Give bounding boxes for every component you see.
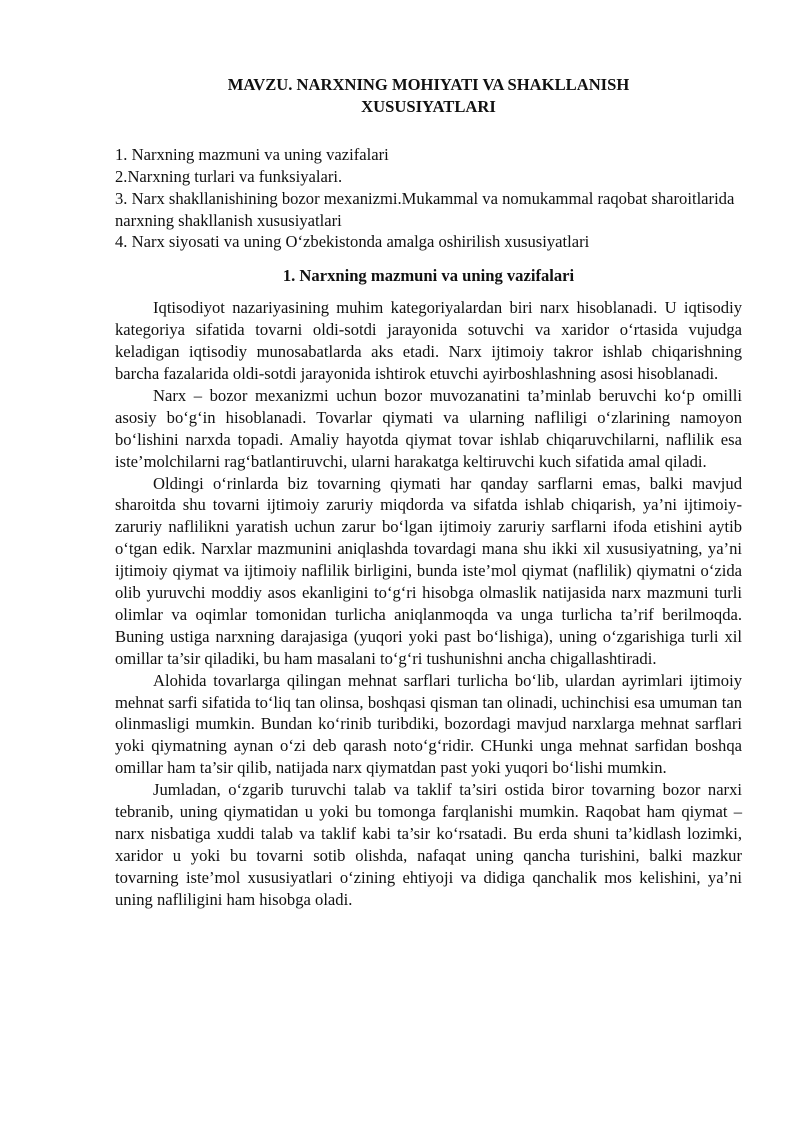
document-title-line-1: MAVZU. NARXNING MOHIYATI VA SHAKLLANISH bbox=[227, 75, 630, 94]
document-title bbox=[115, 74, 742, 118]
table-of-contents bbox=[115, 144, 742, 254]
section-heading: 1. Narxning mazmuni va uning vazifalari bbox=[282, 266, 575, 286]
toc-item-2: 2.Narxning turlari va funksiyalari. bbox=[115, 166, 343, 186]
toc-item-1: 1. Narxning mazmuni va uning vazifalari bbox=[115, 144, 389, 164]
body-paragraph-3: Oldingi o‘rinlarda biz tovarning qiymati har qanday sarflarni emas, balki mavjud sharoitda shu tovarni ijtimoiy zaruriy miqdorda va sifatda ishlab chiqarish, ya’ni ijtimoiy-zaruriy naflilikni yaratish uchun zarur bo‘lgan ijtimoiy zaruriy sarflarni ifoda etishini aytib o‘tgan edik. Narxlar mazmunini aniqlashda tovardagi mana shu ikki xil xususiyatning, ya’ni ijtimoiy qiymat va ijtimoiy naflilik birligini, bunda iste’mol qiymat (naflilik) qiymatni o‘zida olib yuruvchi moddiy asos ekanligini to‘g‘ri hisobga olmaslik natijasida narx mazmuni turli olimlar va oqimlar tomonidan turlicha aniqlanmoqda va unga turlicha ta’rif berilmoqda. Buning ustiga narxning darajasiga (yuqori yoki past bo‘lishiga), uning o‘zgarishiga turli xil omillar ta’sir qiladiki, bu ham masalani to‘g‘ri tushunishni ancha chigallashtiradi. bbox=[115, 473, 742, 668]
toc-item-4: 4. Narx siyosati va uning O‘zbekistonda amalga oshirilish xususiyatlari bbox=[115, 232, 590, 252]
body-paragraph-5: Jumladan, o‘zgarib turuvchi talab va taklif ta’siri ostida biror tovarning bozor narxi tebranib, uning qiymatidan u yoki bu tomonga farqlanishi mumkin. Raqobat ham qiymat – narx nisbatiga xuddi talab va taklif kabi ta’sir ko‘rsatadi. Bu erda shuni ta’kidlash lozimki, xaridor u yoki bu tovarni sotib olishda, nafaqat uning qancha turishini, balki mazkur tovarning iste’mol xususiyatlari o‘zining ehtiyoji va didiga qanchalik mos kelishini, ya’ni uning nafliligini ham hisobga oladi. bbox=[115, 780, 742, 909]
body-paragraph-4: Alohida tovarlarga qilingan mehnat sarflari turlicha bo‘lib, ulardan ayrimlari ijtimoiy mehnat sarfi sifatida to‘liq tan olinsa, boshqasi qisman tan olinadi, uchinchisi esa umuman tan olinmasligi mumkin. Bundan ko‘rinib turibdiki, bozordagi mavjud narxlarga mehnat sarflari yoki qiymatning aynan o‘zi deb qarash noto‘g‘ridir. CHunki unga mehnat sarfidan boshqa omillar ham ta’sir qilib, natijada narx qiymatdan past yoki yuqori bo‘lishi mumkin. bbox=[115, 670, 742, 778]
toc-item-3: 3. Narx shakllanishining bozor mexanizmi.Mukammal va nomukammal raqobat sharoitlarida narxning shakllanish xususiyatlari bbox=[115, 188, 735, 230]
document-title-line-2: XUSUSIYATLARI bbox=[361, 96, 496, 116]
body-paragraph-1: Iqtisodiyot nazariyasining muhim kategoriyalardan biri narx hisoblanadi. U iqtisodiy kategoriya sifatida tovarni oldi-sotdi jarayonida sotuvchi va xaridor o‘rtasida vujudga keladigan iqtisodiy munosabatlarda aks etadi. Narx ijtimoiy takror ishlab chiqarishning barcha fazalarida oldi-sotdi jarayonida ishtirok etuvchi ayirboshlashning asosi hisoblanadi. bbox=[115, 298, 742, 383]
body-paragraph-2: Narx – bozor mexanizmi uchun bozor muvozanatini ta’minlab beruvchi ko‘p omilli asosiy bo‘g‘in hisoblanadi. Tovarlar qiymati va ularning nafliligi o‘zlarining namoyon bo‘lishini narxda topadi. Amaliy hayotda qiymat tovar ishlab chiqaruvchilarni, naflilik esa iste’molchilarni rag‘batlantiruvchi, ularni harakatga keltiruvchi kuch sifatida amal qiladi. bbox=[115, 385, 742, 471]
